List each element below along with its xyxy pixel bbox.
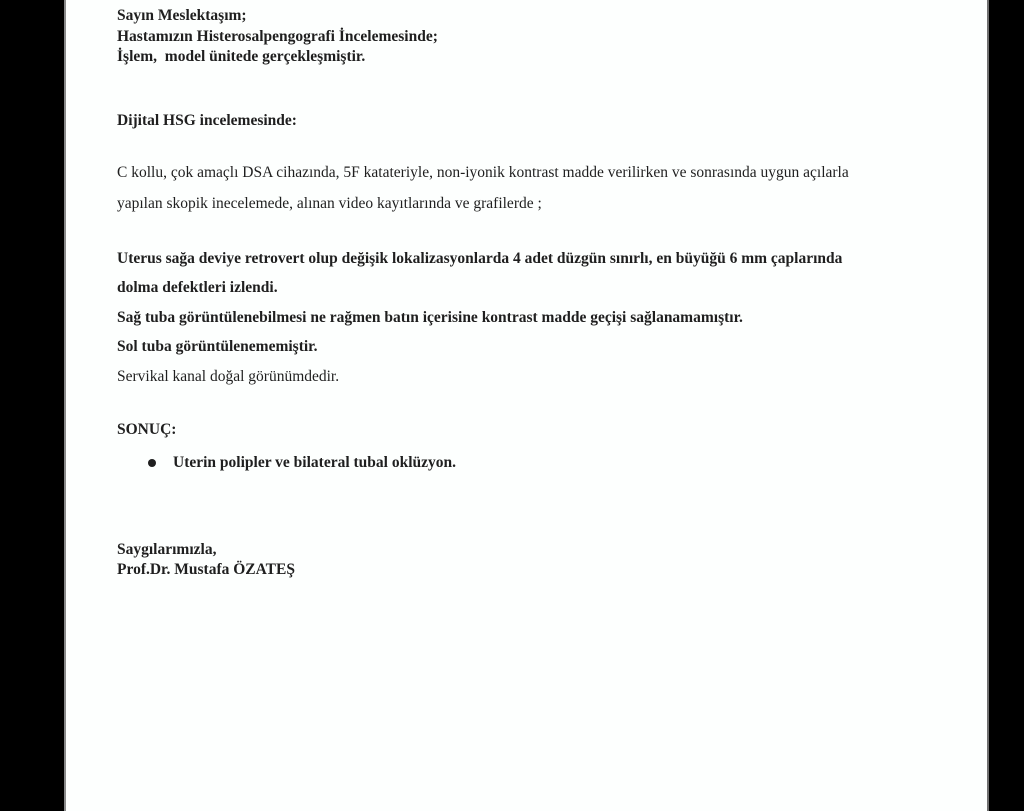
technique-line-2: yapılan skopik inecelemede, alınan video kayıtlarında ve grafilerde ; [117,194,542,212]
technique-line-1: C kollu, çok amaçlı DSA cihazında, 5F katateriyle, non-iyonik kontrast madde verilirken ve sonrasında uygun açılarla [117,163,849,181]
exam-title-line: Hastamızın Histerosalpengografi İncelemesinde; [117,27,438,45]
finding-uterus-line-1: Uterus sağa deviye retrovert olup değişik lokalizasyonlarda 4 adet düzgün sınırlı, en büyüğü 6 mm çaplarında [117,249,843,267]
finding-uterus-line-2: dolma defektleri izlendi. [117,279,278,296]
conclusion-bullet-item [117,453,979,473]
report-greeting-block [117,6,979,68]
report-page [64,0,989,811]
left-black-border [0,0,64,811]
signature-block [117,540,979,579]
signature-name: Prof.Dr. Mustafa ÖZATEŞ [117,560,295,578]
procedure-unit-line: İşlem, model ünitede gerçekleşmiştir. [117,48,366,65]
finding-left-tube: Sol tuba görüntülenememiştir. [117,338,318,355]
greeting-line: Sayın Meslektaşım; [117,7,247,24]
conclusion-title: SONUÇ: [117,421,177,438]
technique-paragraph [117,157,979,219]
finding-cervical-canal: Servikal kanal doğal görünümdedir. [117,367,340,385]
bullet-icon [148,459,156,467]
signature-closing: Saygılarımızla, [117,541,217,558]
findings-block [117,244,979,392]
right-black-border [989,0,1024,811]
finding-right-tube: Sağ tuba görüntülenebilmesi ne rağmen batın içerisine kontrast madde geçişi sağlanamamıştır. [117,308,743,326]
conclusion-text: Uterin polipler ve bilateral tubal oklüzyon. [173,454,457,471]
section-title: Dijital HSG incelemesinde: [117,111,297,129]
